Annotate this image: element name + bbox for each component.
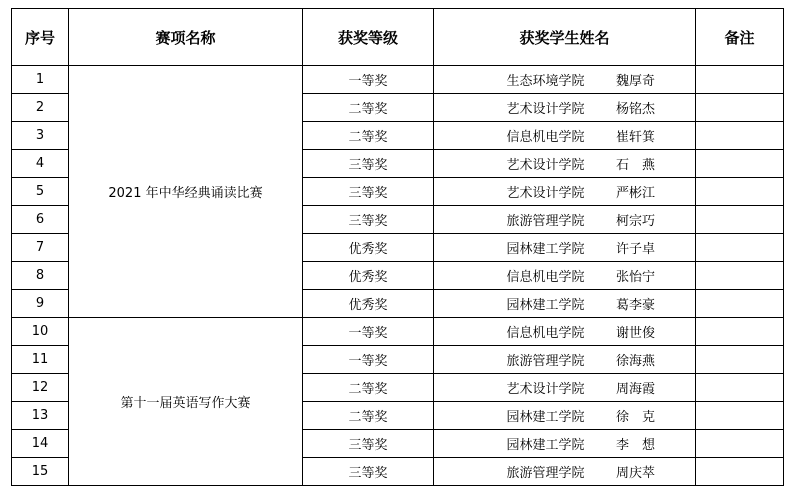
competition-name: 2021 年中华经典诵读比赛 bbox=[69, 66, 303, 318]
note-cell bbox=[696, 122, 784, 150]
student-name: 魏厚奇 bbox=[615, 74, 655, 89]
student-college: 信息机电学院 bbox=[506, 130, 585, 145]
student-college: 艺术设计学院 bbox=[506, 186, 585, 201]
student-name: 周庆萃 bbox=[615, 466, 655, 481]
student-college: 艺术设计学院 bbox=[506, 382, 585, 397]
student-college: 旅游管理学院 bbox=[506, 466, 585, 481]
student-cell bbox=[434, 290, 696, 318]
student-college: 艺术设计学院 bbox=[506, 158, 585, 173]
student-college: 信息机电学院 bbox=[506, 326, 585, 341]
student-name: 周海霞 bbox=[615, 382, 655, 397]
row-number: 15 bbox=[12, 458, 69, 486]
row-number: 4 bbox=[12, 150, 69, 178]
student-name: 石 燕 bbox=[615, 158, 655, 173]
award-level: 优秀奖 bbox=[303, 290, 434, 318]
student-cell bbox=[434, 66, 696, 94]
student-cell bbox=[434, 346, 696, 374]
student-cell bbox=[434, 150, 696, 178]
student-name: 徐海燕 bbox=[615, 354, 655, 369]
student-college: 艺术设计学院 bbox=[506, 102, 585, 117]
award-level: 三等奖 bbox=[303, 430, 434, 458]
row-number: 10 bbox=[12, 318, 69, 346]
student-name: 杨铭杰 bbox=[615, 102, 655, 117]
note-cell bbox=[696, 290, 784, 318]
award-level: 二等奖 bbox=[303, 122, 434, 150]
row-number: 6 bbox=[12, 206, 69, 234]
student-cell bbox=[434, 234, 696, 262]
award-level: 二等奖 bbox=[303, 374, 434, 402]
student-cell bbox=[434, 122, 696, 150]
note-cell bbox=[696, 206, 784, 234]
row-number: 1 bbox=[12, 66, 69, 94]
student-cell bbox=[434, 402, 696, 430]
student-college: 旅游管理学院 bbox=[506, 354, 585, 369]
note-cell bbox=[696, 234, 784, 262]
student-cell bbox=[434, 178, 696, 206]
student-name: 谢世俊 bbox=[615, 326, 655, 341]
note-cell bbox=[696, 262, 784, 290]
note-cell bbox=[696, 178, 784, 206]
note-cell bbox=[696, 150, 784, 178]
student-college: 信息机电学院 bbox=[506, 270, 585, 285]
row-number: 7 bbox=[12, 234, 69, 262]
row-number: 14 bbox=[12, 430, 69, 458]
row-number: 2 bbox=[12, 94, 69, 122]
header-no: 序号 bbox=[12, 9, 69, 66]
award-level: 一等奖 bbox=[303, 66, 434, 94]
award-level: 优秀奖 bbox=[303, 262, 434, 290]
award-level: 二等奖 bbox=[303, 94, 434, 122]
row-number: 8 bbox=[12, 262, 69, 290]
header-row bbox=[12, 9, 784, 66]
student-name: 柯宗巧 bbox=[615, 214, 655, 229]
student-college: 园林建工学院 bbox=[506, 438, 585, 453]
student-cell bbox=[434, 430, 696, 458]
award-level: 三等奖 bbox=[303, 150, 434, 178]
student-name: 张怡宁 bbox=[615, 270, 655, 285]
competition-name: 第十一届英语写作大赛 bbox=[69, 318, 303, 486]
award-level: 三等奖 bbox=[303, 458, 434, 486]
student-college: 旅游管理学院 bbox=[506, 214, 585, 229]
student-name: 葛李豪 bbox=[615, 298, 655, 313]
student-name: 严彬江 bbox=[615, 186, 655, 201]
header-student: 获奖学生姓名 bbox=[434, 9, 696, 66]
header-competition: 赛项名称 bbox=[69, 9, 303, 66]
student-cell bbox=[434, 458, 696, 486]
awards-table bbox=[11, 8, 784, 486]
row-number: 12 bbox=[12, 374, 69, 402]
student-cell bbox=[434, 94, 696, 122]
note-cell bbox=[696, 94, 784, 122]
note-cell bbox=[696, 430, 784, 458]
student-name: 李 想 bbox=[615, 438, 655, 453]
note-cell bbox=[696, 66, 784, 94]
table-row bbox=[12, 66, 784, 94]
header-note: 备注 bbox=[696, 9, 784, 66]
student-college: 园林建工学院 bbox=[506, 298, 585, 313]
award-level: 优秀奖 bbox=[303, 234, 434, 262]
student-name: 崔轩箕 bbox=[615, 130, 655, 145]
table-body bbox=[12, 66, 784, 486]
student-cell bbox=[434, 318, 696, 346]
row-number: 11 bbox=[12, 346, 69, 374]
note-cell bbox=[696, 318, 784, 346]
award-level: 一等奖 bbox=[303, 346, 434, 374]
note-cell bbox=[696, 374, 784, 402]
student-cell bbox=[434, 374, 696, 402]
student-cell bbox=[434, 206, 696, 234]
student-name: 许子卓 bbox=[615, 242, 655, 257]
award-level: 三等奖 bbox=[303, 178, 434, 206]
student-college: 园林建工学院 bbox=[506, 242, 585, 257]
student-name: 徐 克 bbox=[615, 410, 655, 425]
award-level: 三等奖 bbox=[303, 206, 434, 234]
student-cell bbox=[434, 262, 696, 290]
row-number: 9 bbox=[12, 290, 69, 318]
header-level: 获奖等级 bbox=[303, 9, 434, 66]
table-row bbox=[12, 318, 784, 346]
note-cell bbox=[696, 346, 784, 374]
note-cell bbox=[696, 402, 784, 430]
row-number: 3 bbox=[12, 122, 69, 150]
award-level: 二等奖 bbox=[303, 402, 434, 430]
award-level: 一等奖 bbox=[303, 318, 434, 346]
row-number: 13 bbox=[12, 402, 69, 430]
row-number: 5 bbox=[12, 178, 69, 206]
student-college: 生态环境学院 bbox=[506, 74, 585, 89]
student-college: 园林建工学院 bbox=[506, 410, 585, 425]
note-cell bbox=[696, 458, 784, 486]
